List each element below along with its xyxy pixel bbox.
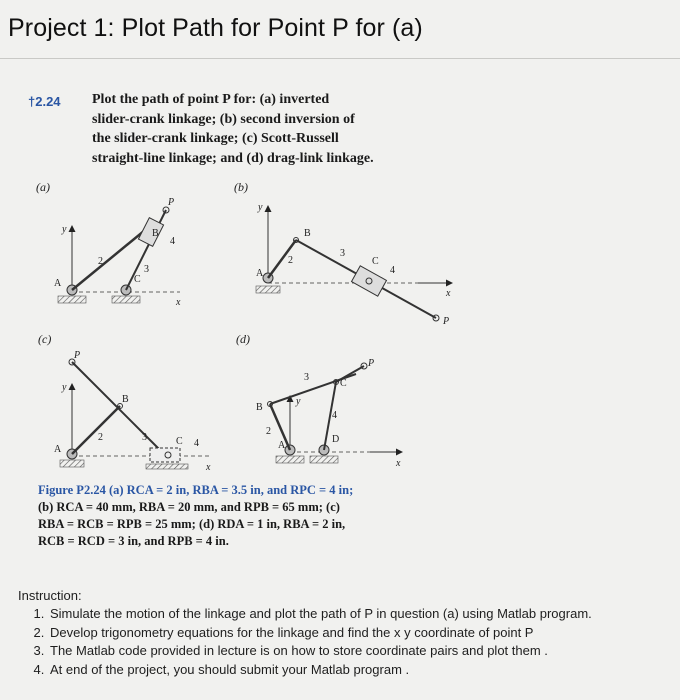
label-P-b: P (443, 316, 450, 327)
instructions-list (18, 605, 668, 679)
sublabel-a: (a) (36, 180, 50, 194)
problem-line: slider-crank linkage; (b) second inversion of (92, 111, 355, 127)
ground-d-D (310, 456, 338, 463)
problem-line: the slider-crank linkage; (c) Scott-Russell (92, 131, 339, 146)
label-A-c: A (54, 444, 62, 455)
label-A-b: A (256, 268, 264, 279)
label-2-c: 2 (98, 432, 103, 443)
label-2-a: 2 (98, 256, 103, 267)
label-3-b: 3 (340, 248, 345, 259)
instructions (18, 588, 668, 679)
instructions-heading: Instruction: (18, 588, 82, 603)
slider-b (352, 266, 387, 296)
problem-line: Plot the path of point P for: (a) inverted (92, 92, 330, 107)
diagram-a (54, 197, 181, 308)
label-y-a: y (62, 224, 67, 235)
label-2-b: 2 (288, 255, 293, 266)
label-P-d: P (368, 358, 375, 369)
problem-line: straight-line linkage; and (d) drag-link linkage. (92, 150, 374, 166)
link-a-3 (126, 210, 166, 290)
instruction-item: 1. Simulate the motion of the linkage and plot the path of P in question (a) using Matlab program. (48, 605, 668, 624)
ground-a-C (112, 296, 140, 303)
label-B-d: B (256, 402, 263, 413)
label-B-a: B (152, 228, 159, 239)
label-4-d: 4 (332, 410, 337, 421)
diagram-d (256, 358, 402, 469)
label-C-d: C (340, 378, 347, 389)
ground-b-A (256, 286, 280, 293)
link-c-2 (72, 406, 120, 454)
caption-line-4: RCB = RCD = 3 in, and RPB = 4 in. (38, 534, 229, 548)
label-D-d: D (332, 434, 340, 445)
ground-a-A (58, 296, 86, 303)
label-y-d: y (296, 396, 301, 407)
label-C-b: C (372, 256, 379, 267)
ground-d-A (276, 456, 304, 463)
label-x-a: x (176, 297, 181, 308)
sublabel-d: (d) (236, 332, 250, 346)
sublabel-b: (b) (234, 180, 248, 194)
label-P-a: P (168, 197, 175, 208)
label-y-b: y (258, 202, 263, 213)
label-A-a: A (54, 278, 62, 289)
caption-line-3: RBA = RCB = RPB = 25 mm; (d) RDA = 1 in, RBA = 2 in, (38, 517, 346, 531)
label-4-a: 4 (170, 236, 175, 247)
instruction-item: 4. At end of the project, you should submit your Matlab program . (48, 661, 668, 680)
page-title: Project 1: Plot Path for Point P for (a) (8, 14, 423, 42)
problem-figure-region (0, 60, 680, 580)
title-divider (0, 58, 680, 59)
label-2-d: 2 (266, 426, 271, 437)
instruction-item: 3. The Matlab code provided in lecture is on how to store coordinate pairs and plot them . (48, 642, 668, 661)
problem-number: †2.24 (28, 94, 61, 109)
label-A-d: A (278, 440, 286, 451)
label-3-a: 3 (144, 264, 149, 275)
caption-line-2: (b) RCA = 40 mm, RBA = 20 mm, and RPB = 65 mm; (c) (38, 500, 340, 514)
label-x-d: x (396, 458, 401, 469)
diagram-c (54, 350, 211, 473)
label-3-c: 3 (142, 432, 147, 443)
diagram-b (256, 202, 452, 327)
caption-line (38, 482, 458, 499)
label-C-a: C (134, 274, 141, 285)
caption-line-1: Figure P2.24 (a) RCA = 2 in, RBA = 3.5 in, and RPC = 4 in; (38, 483, 354, 497)
label-3-d: 3 (304, 372, 309, 383)
instruction-item: 2. Develop trigonometry equations for the linkage and find the x y coordinate of point P (48, 624, 668, 643)
label-x-b: x (446, 288, 451, 299)
label-4-c: 4 (194, 438, 199, 449)
ground-c-A (60, 460, 84, 467)
figure-caption (38, 482, 458, 550)
label-B-c: B (122, 394, 129, 405)
label-4-b: 4 (390, 265, 395, 276)
label-x-c: x (206, 462, 211, 473)
link-c-3 (72, 362, 168, 458)
label-B-b: B (304, 228, 311, 239)
label-y-c: y (62, 382, 67, 393)
label-C-c: C (176, 436, 183, 447)
sublabel-c: (c) (38, 332, 52, 346)
label-P-c: P (74, 350, 81, 361)
